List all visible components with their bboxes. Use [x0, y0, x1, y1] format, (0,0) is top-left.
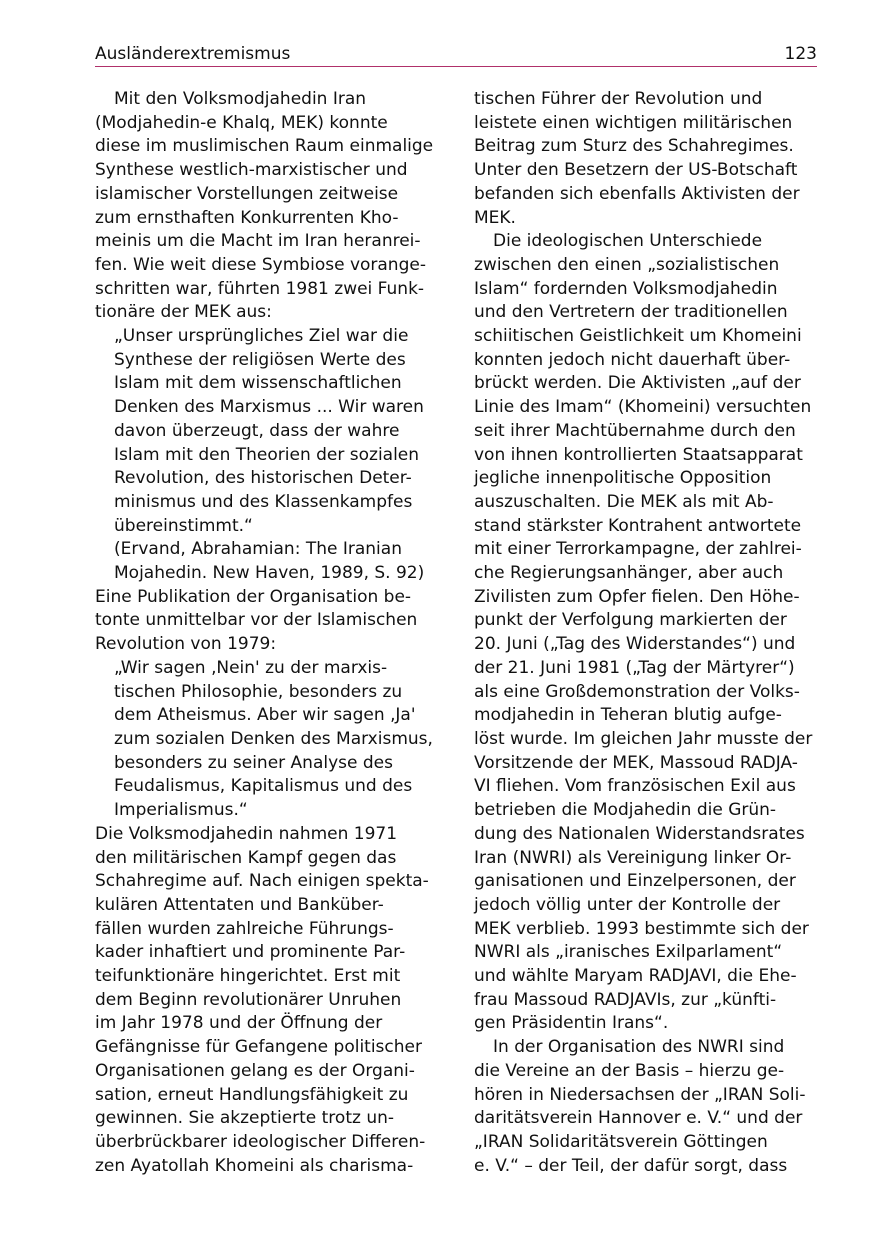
text-line: kulären Attentaten und Banküber- [95, 894, 384, 915]
quote-line: Revolution, des historischen Deter- [114, 468, 412, 489]
text-line: jegliche innenpolitische Opposition [474, 468, 772, 489]
text-line: überbrückbarer ideologischer Differen- [95, 1131, 426, 1152]
text-line: Gefängnisse für Gefangene politischer [95, 1037, 422, 1058]
text-line: stand stärkster Kontrahent antwortete [474, 515, 802, 536]
text-line: leistete einen wichtigen militärischen [474, 112, 793, 133]
text-line: VI fliehen. Vom französischen Exil aus [474, 776, 796, 797]
quote-line: besonders zu seiner Analyse des [114, 752, 393, 773]
text-line: tionäre der MEK aus: [95, 302, 272, 323]
text-line: befanden sich ebenfalls Aktivisten der [474, 183, 800, 204]
text-line: „IRAN Solidaritätsverein Göttingen [474, 1131, 768, 1152]
text-line: MEK. [474, 207, 516, 228]
text-line: tonte unmittelbar vor der Islamischen [95, 610, 418, 631]
text-line: MEK verblieb. 1993 bestimmte sich der [474, 918, 809, 939]
text-line: Organisationen gelang es der Organi- [95, 1060, 415, 1081]
text-line: Schahregime auf. Nach einigen spekta- [95, 871, 429, 892]
text-line: che Regierungsanhänger, aber auch [474, 563, 784, 584]
text-line: von ihnen kontrollierten Staatsapparat [474, 444, 803, 465]
text-line: schiitischen Geistlichkeit um Khomeini [474, 326, 802, 347]
text-line: betrieben die Modjahedin die Grün- [474, 800, 777, 821]
text-line: Mit den Volksmodjahedin Iran [114, 89, 367, 109]
text-line: gen Präsidentin Irans“. [474, 1013, 669, 1034]
text-line: gewinnen. Sie akzeptierte trotz un- [95, 1108, 395, 1129]
text-line: seit ihrer Machtübernahme durch den [474, 420, 796, 441]
quote-line: Islam mit dem wissenschaftlichen [114, 373, 402, 394]
text-line: und den Vertretern der traditionellen [474, 302, 788, 323]
text-line: Revolution von 1979: [95, 634, 277, 655]
text-line: diese im muslimischen Raum einmalige [95, 136, 434, 157]
text-line: Iran (NWRI) als Vereinigung linker Or- [474, 847, 792, 868]
text-line: die Vereine an der Basis – hierzu ge- [474, 1060, 785, 1081]
running-title: Ausländerextremismus [95, 44, 291, 64]
text-line: ganisationen und Einzelpersonen, der [474, 871, 796, 892]
text-line: kader inhaftiert und prominente Par- [95, 942, 406, 963]
citation-line: Mojahedin. New Haven, 1989, S. 92) [114, 563, 425, 584]
text-line: Vorsitzende der MEK, Massoud RADJA- [474, 752, 798, 773]
text-line: brückt werden. Die Aktivisten „auf der [474, 373, 801, 394]
text-line: als eine Großdemonstration der Volks- [474, 681, 800, 702]
text-line: modjahedin in Teheran blutig aufge- [474, 705, 782, 726]
text-line: daritätsverein Hannover e. V.“ und der [474, 1108, 803, 1129]
text-line: hören in Niedersachsen der „IRAN Soli- [474, 1084, 806, 1105]
text-line: Islam“ fordernden Volksmodjahedin [474, 278, 778, 299]
text-line: (Modjahedin-e Khalq, MEK) konnte [95, 112, 388, 133]
header-rule [95, 66, 817, 67]
text-line: Zivilisten zum Opfer fielen. Den Höhe- [474, 586, 800, 607]
text-line: Unter den Besetzern der US-Botschaft [474, 160, 798, 181]
text-line: löst wurde. Im gleichen Jahr musste der [474, 728, 813, 749]
text-line: e. V.“ – der Teil, der dafür sorgt, dass [474, 1155, 788, 1176]
quote-line: minismus und des Klassenkampfes [114, 491, 413, 512]
text-line: jedoch völlig unter der Kontrolle der [474, 894, 781, 915]
quote-line: tischen Philosophie, besonders zu [114, 681, 403, 702]
right-column [474, 88, 819, 1178]
text-line: NWRI als „iranisches Exilparlament“ [474, 942, 783, 963]
text-line: punkt der Verfolgung markierten der [474, 610, 787, 631]
text-line: auszuschalten. Die MEK als mit Ab- [474, 491, 774, 512]
text-line: zum ernsthaften Konkurrenten Kho- [95, 207, 399, 228]
text-line: tischen Führer der Revolution und [474, 89, 763, 109]
quote-line: Synthese der religiösen Werte des [114, 349, 406, 370]
text-line: sation, erneut Handlungsfähigkeit zu [95, 1084, 409, 1105]
text-line: dem Beginn revolutionärer Unruhen [95, 989, 402, 1010]
text-line: teifunktionäre hingerichtet. Erst mit [95, 966, 401, 987]
quote-line: davon überzeugt, dass der wahre [114, 420, 400, 441]
text-line: In der Organisation des NWRI sind [493, 1037, 785, 1058]
quote-line: dem Atheismus. Aber wir sagen ‚Ja' [114, 705, 416, 726]
text-line: dung des Nationalen Widerstandsrates [474, 823, 805, 844]
text-line: zwischen den einen „sozialistischen [474, 254, 780, 275]
text-line: Die ideologischen Unterschiede [493, 231, 763, 252]
text-line: der 21. Juni 1981 („Tag der Märtyrer“) [474, 657, 795, 678]
text-line: im Jahr 1978 und der Öffnung der [95, 1013, 383, 1034]
text-line: Eine Publikation der Organisation be- [95, 586, 412, 607]
text-line: Beitrag zum Sturz des Schahregimes. [474, 136, 794, 157]
text-line: frau Massoud RADJAVIs, zur „künfti- [474, 989, 777, 1010]
text-line: schritten war, führten 1981 zwei Funk- [95, 278, 425, 299]
citation-line: (Ervand, Abrahamian: The Iranian [114, 539, 402, 560]
quote-line: übereinstimmt.“ [114, 515, 253, 536]
quote-line: Islam mit den Theorien der sozialen [114, 444, 420, 465]
text-line: fen. Wie weit diese Symbiose vorange- [95, 254, 426, 275]
text-line: meinis um die Macht im Iran heranrei- [95, 231, 421, 252]
text-line: konnten jedoch nicht dauerhaft über- [474, 349, 791, 370]
text-line: islamischer Vorstellungen zeitweise [95, 183, 399, 204]
page-number: 123 [784, 44, 817, 64]
page-header [95, 44, 817, 66]
quote-line: „Unser ursprüngliches Ziel war die [114, 326, 409, 347]
text-line: und wählte Maryam RADJAVI, die Ehe- [474, 966, 797, 987]
quote-line: „Wir sagen ‚Nein' zu der marxis- [114, 657, 388, 678]
quote-line: Denken des Marxismus ... Wir waren [114, 397, 424, 418]
text-line: Die Volksmodjahedin nahmen 1971 [95, 823, 398, 844]
text-line: Synthese westlich-marxistischer und [95, 160, 408, 181]
text-line: 20. Juni („Tag des Widerstandes“) und [474, 634, 796, 655]
text-line: den militärischen Kampf gegen das [95, 847, 397, 868]
text-line: Linie des Imam“ (Khomeini) versuchten [474, 397, 812, 418]
quote-line: Imperialismus.“ [114, 800, 248, 821]
quote-line: Feudalismus, Kapitalismus und des [114, 776, 413, 797]
text-line: mit einer Terrorkampagne, der zahlrei- [474, 539, 802, 560]
quote-line: zum sozialen Denken des Marxismus, [114, 728, 433, 749]
left-column [95, 88, 445, 1178]
text-line: zen Ayatollah Khomeini als charisma- [95, 1155, 414, 1176]
text-line: fällen wurden zahlreiche Führungs- [95, 918, 394, 939]
